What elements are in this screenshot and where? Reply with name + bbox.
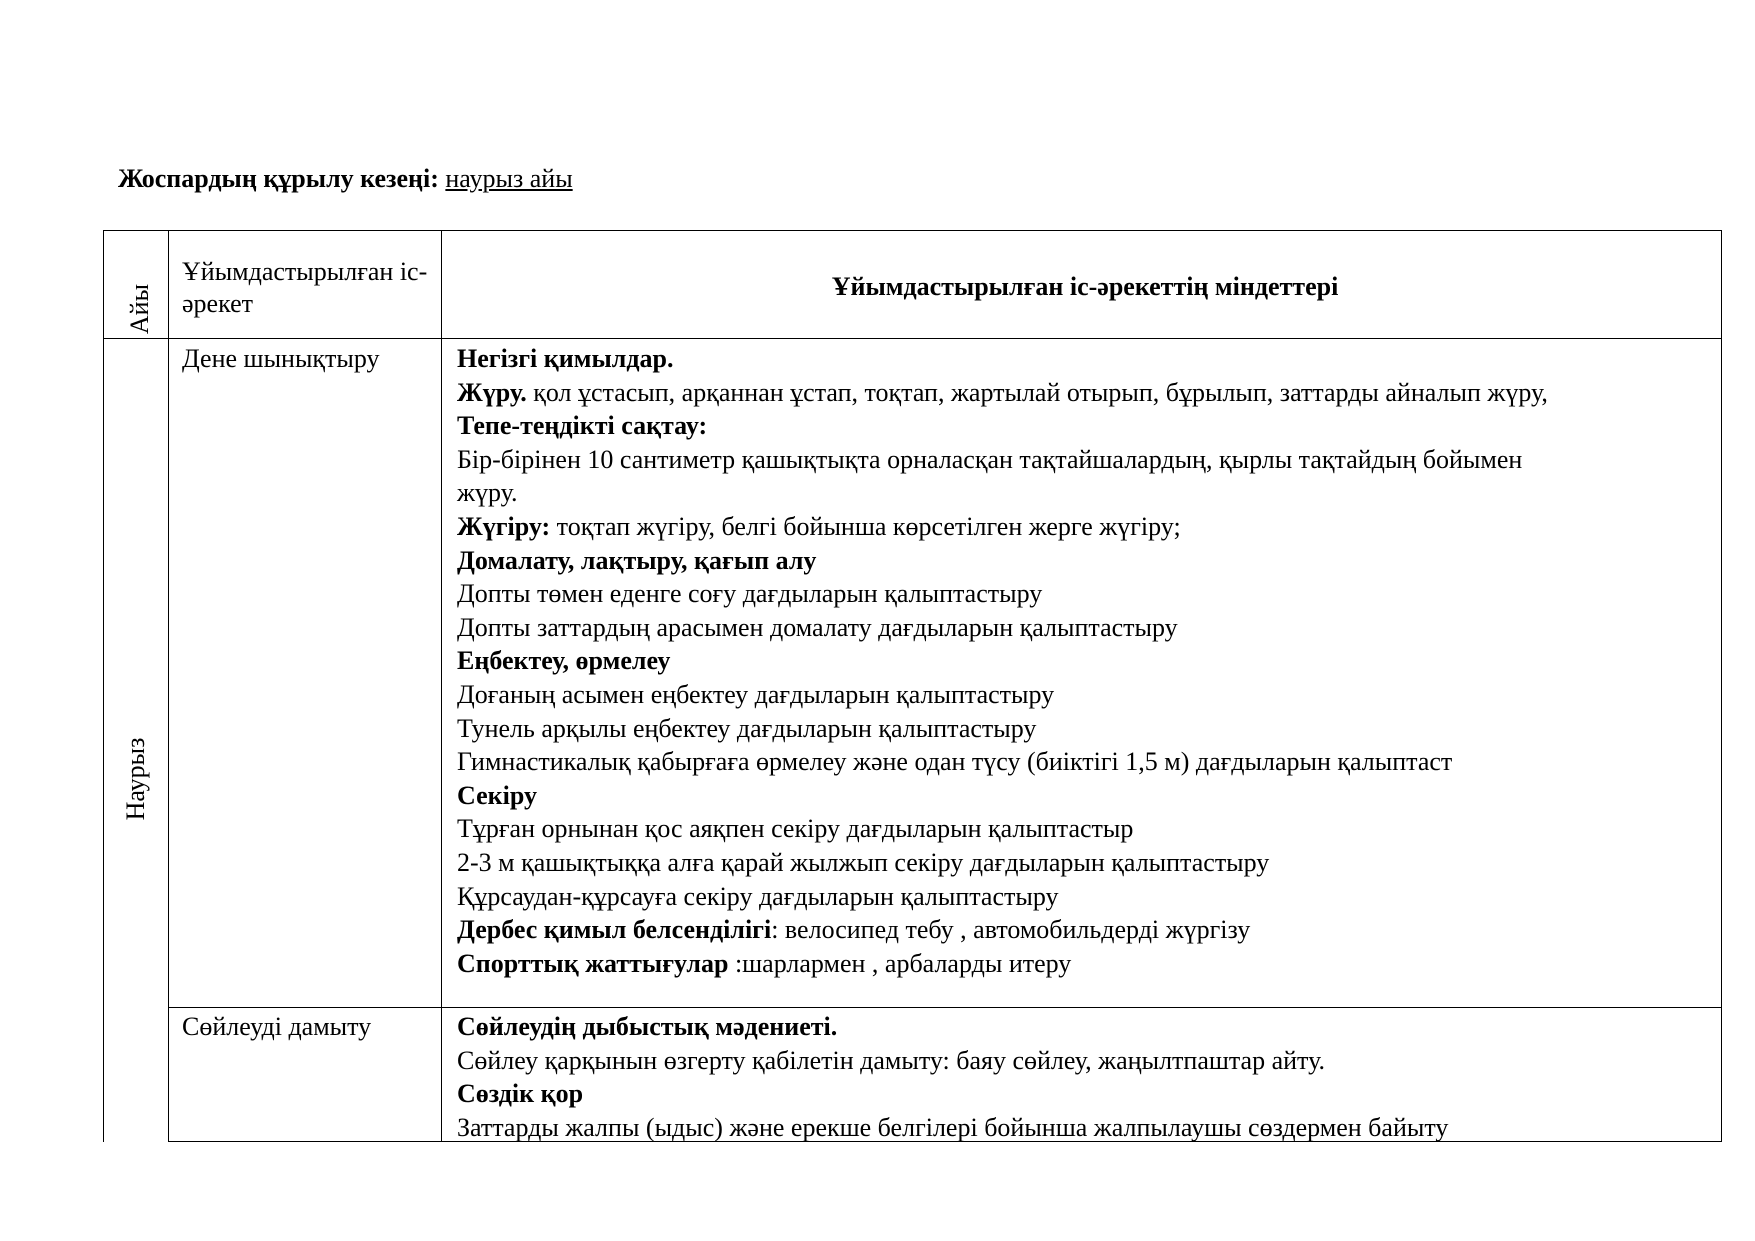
- task-line-heading: Спорттық жаттығулар: [457, 948, 729, 978]
- task-line-text: Сөйлеу қарқынын өзгерту қабілетін дамыту: баяу сөйлеу, жаңылтпаштар айту.: [457, 1045, 1325, 1075]
- plan-stage-value: наурыз айы: [445, 164, 573, 193]
- task-line-text: қол ұстасып, арқаннан ұстап, тоқтап, жартылай отырып, бұрылып, заттарды айналып жүру,: [526, 377, 1548, 407]
- task-line: [457, 1044, 1448, 1078]
- task-line: [457, 577, 1548, 611]
- task-line-heading: Сөйлеудің дыбыстық мәдениеті.: [457, 1012, 838, 1041]
- task-line: [457, 443, 1548, 477]
- task-line-heading: Еңбектеу, өрмелеу: [457, 646, 671, 676]
- activity-name-speech: Сөйлеуді дамыту: [182, 1012, 372, 1041]
- activity-name-physical: Дене шынықтыру: [182, 344, 380, 373]
- table-top-border: [103, 230, 1721, 231]
- task-line-text: тоқтап жүгіру, белгі бойынша көрсетілген жерге жүгіру;: [550, 511, 1181, 541]
- header-tasks: Ұйымдастырылған іс-әрекеттің міндеттері: [831, 272, 1339, 301]
- task-line-heading: Жүгіру:: [457, 511, 551, 541]
- task-line-text: Допты төмен еденге соғу дағдыларын қалыптастыру: [457, 579, 1043, 609]
- task-line: [457, 880, 1548, 914]
- tasks-physical: [457, 342, 1548, 980]
- task-line: [457, 342, 1548, 376]
- task-line: [457, 745, 1548, 779]
- task-line: [457, 409, 1548, 443]
- task-line: [457, 678, 1548, 712]
- task-line: [457, 644, 1548, 678]
- plan-stage-label: Жоспардың құрылу кезеңі:: [118, 164, 439, 193]
- task-line: [457, 376, 1548, 410]
- task-line-text: Құрсаудан-құрсауға секіру дағдыларын қалыптастыру: [457, 881, 1059, 911]
- task-line-text: :шарлармен , арбаларды итеру: [728, 948, 1072, 978]
- month-column-border: [168, 230, 169, 1142]
- task-line-heading: Негізгі қимылдар.: [457, 344, 674, 373]
- task-line-text: Тунель арқылы еңбектеу дағдыларын қалыптастыру: [457, 713, 1037, 743]
- task-line-text: : велосипед тебу , автомобильдерді жүргізу: [771, 915, 1251, 945]
- row-divider: [168, 1007, 1721, 1008]
- task-line-text: 2-3 м қашықтыққа алға қарай жылжып секіру дағдыларын қалыптастыру: [457, 847, 1270, 877]
- task-line: [457, 913, 1548, 947]
- task-line: [457, 779, 1548, 813]
- table-right-border: [1721, 230, 1722, 1142]
- header-activity: Ұйымдастырылған іс-әрекет: [182, 257, 428, 318]
- task-line: [457, 544, 1548, 578]
- header-bottom-border: [103, 338, 1721, 339]
- task-line-text: Допты заттардың арасымен домалату дағдыларын қалыптастыру: [457, 612, 1178, 642]
- task-line: [457, 1010, 1448, 1044]
- task-line: [457, 846, 1548, 880]
- task-line-text: Доғаның асымен еңбектеу дағдыларын қалыптастыру: [457, 679, 1055, 709]
- task-line-text: жүру.: [457, 478, 518, 508]
- task-line-heading: Домалату, лақтыру, қағып алу: [457, 545, 817, 575]
- task-line-heading: Секіру: [457, 780, 537, 810]
- task-line: [457, 947, 1548, 981]
- task-line-heading: Сөздік қор: [457, 1079, 584, 1109]
- table-left-border: [103, 230, 104, 1142]
- month-value: Наурыз: [121, 737, 150, 821]
- task-line: [457, 510, 1548, 544]
- task-line: [457, 611, 1548, 645]
- task-line-heading: Тепе-теңдікті сақтау:: [457, 411, 708, 441]
- task-line: [457, 476, 1548, 510]
- task-line: [457, 712, 1548, 746]
- header-month: Айы: [125, 283, 154, 335]
- task-line-text: Бір-бірінен 10 сантиметр қашықтықта орналасқан тақтайшалардың, қырлы тақтайдың бойымен: [457, 444, 1523, 474]
- task-line: [457, 1077, 1448, 1111]
- task-line-text: Тұрған орнынан қос аяқпен секіру дағдыларын қалыптастыр: [457, 814, 1134, 844]
- task-line-text: Заттарды жалпы (ыдыс) және ерекше белгілері бойынша жалпылаушы сөздермен байыту: [457, 1112, 1449, 1142]
- task-line-heading: Жүру.: [457, 377, 527, 407]
- task-line: [457, 1111, 1448, 1145]
- activity-column-border: [441, 230, 442, 1142]
- task-line: [457, 812, 1548, 846]
- tasks-speech: [457, 1010, 1448, 1144]
- task-line-text: Гимнастикалық қабырғаға өрмелеу және одан түсу (биіктігі 1,5 м) дағдыларын қалыптаст: [457, 747, 1453, 777]
- task-line-heading: Дербес қимыл белсенділігі: [457, 915, 772, 945]
